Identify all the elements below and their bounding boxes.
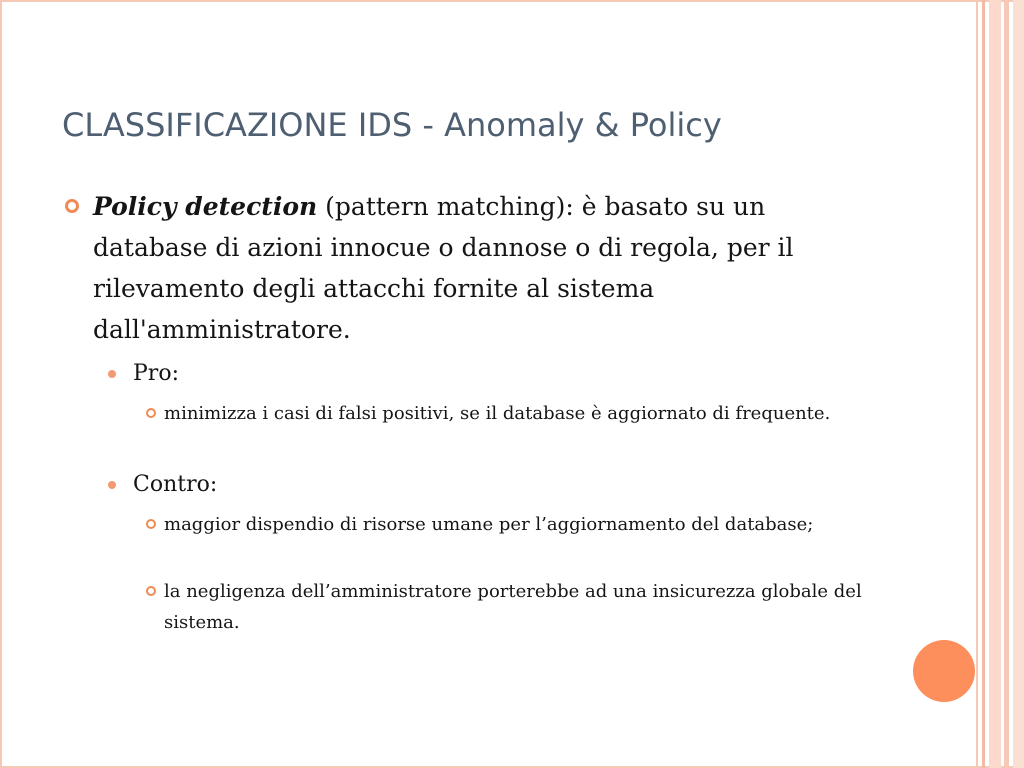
contro-item: la negligenza dell’amministratore porterebbe ad una insicurezza globale del sistema. (164, 581, 862, 633)
small-ring-bullet-icon (146, 408, 156, 418)
pro-item: minimizza i casi di falsi positivi, se il database è aggiornato di frequente. (164, 403, 831, 424)
dot-bullet-icon (108, 370, 116, 378)
contro-label: Contro: (133, 472, 218, 497)
main-point-emphasis: Policy detection (93, 192, 318, 221)
small-ring-bullet-icon (146, 519, 156, 529)
slide-title: CLASSIFICAZIONE IDS - Anomaly & Policy (62, 106, 722, 144)
pro-label: Pro: (133, 361, 179, 386)
main-point (93, 186, 883, 350)
main-point-text: (pattern matching): è basato su un database di azioni innocue o dannose o di regola, per il rilevamento degli attacchi fornite al sistema dall'amministratore. (93, 192, 794, 344)
contro-item: maggior dispendio di risorse umane per l’aggiornamento del database; (164, 514, 814, 535)
small-ring-bullet-icon (146, 586, 156, 596)
dot-bullet-icon (108, 481, 116, 489)
ring-bullet-icon (65, 199, 79, 213)
